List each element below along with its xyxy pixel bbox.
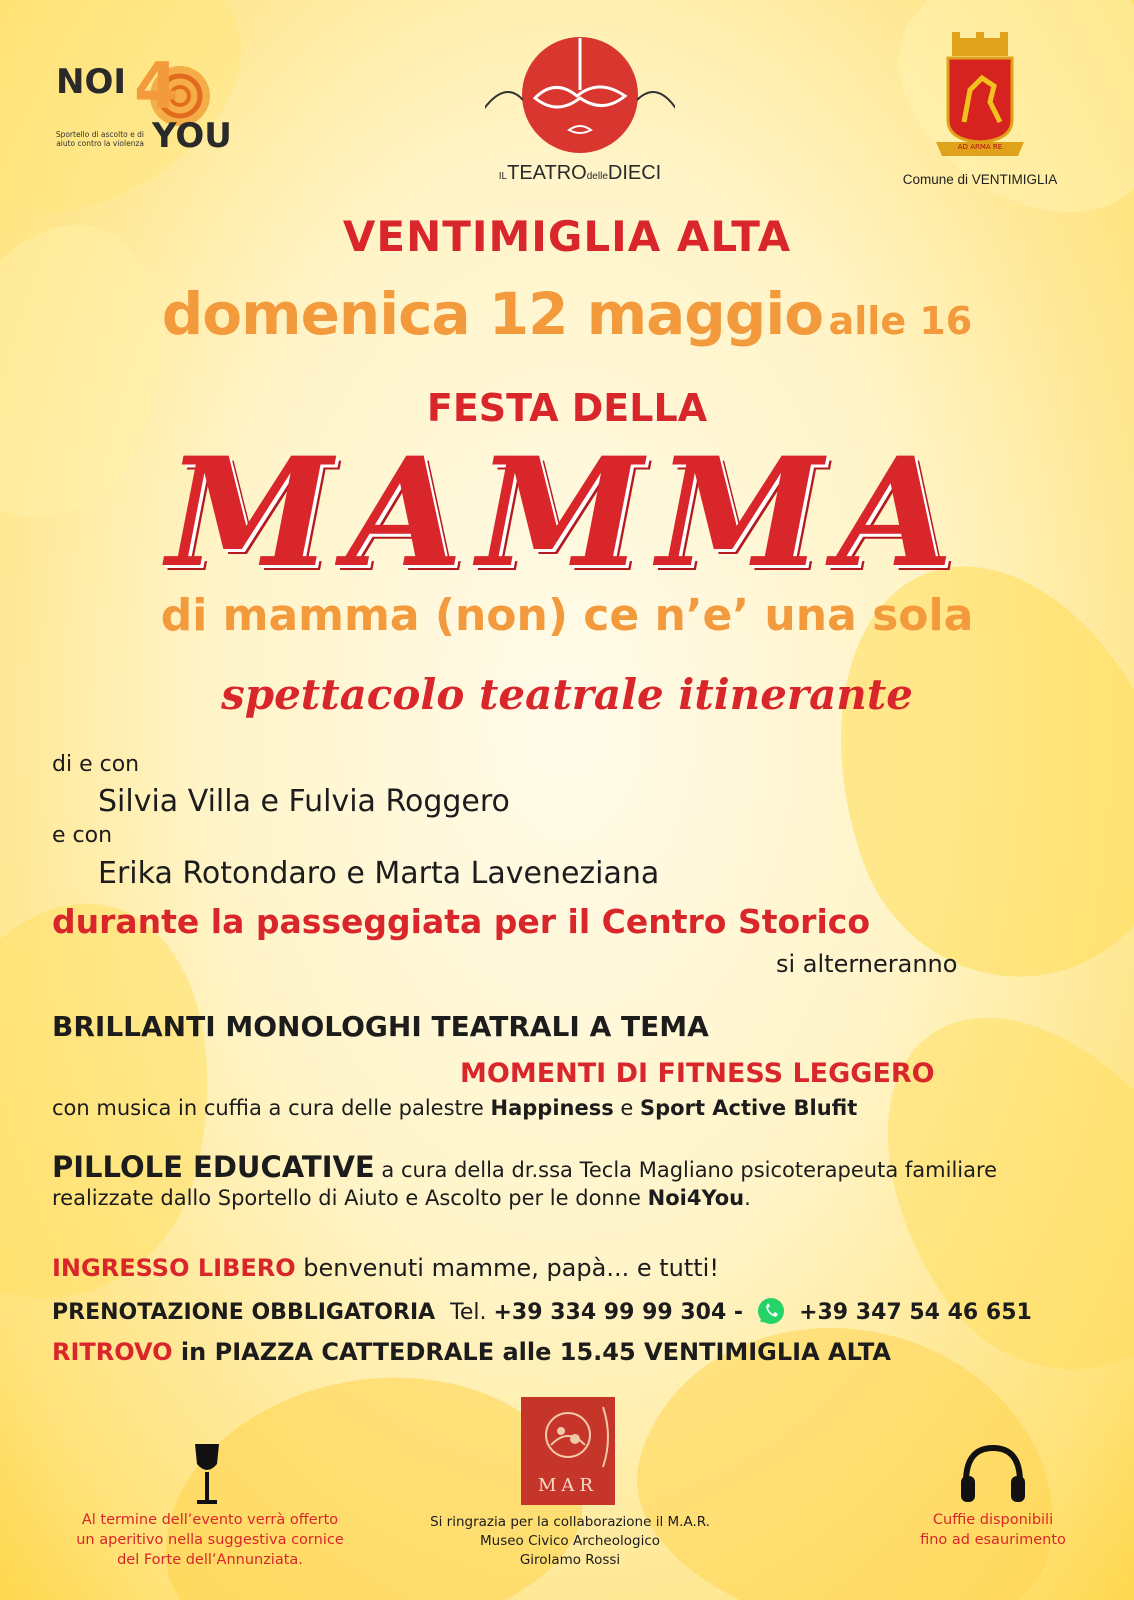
aperitivo-line-1: Al termine dell’evento verrà offerto xyxy=(81,1512,339,1528)
teatro-logo xyxy=(485,30,675,190)
teatro-name-teatro: TEATRO xyxy=(507,162,587,184)
aperitivo-line-2: un aperitivo nella suggestiva cornice xyxy=(76,1532,344,1548)
pillole-desc-2: realizzate dallo Sportello di Aiuto e Ascolto per le donne xyxy=(52,1186,648,1210)
show-type: spettacolo teatrale itinerante xyxy=(221,670,913,719)
fitness-heading: MOMENTI DI FITNESS LEGGERO xyxy=(460,1058,935,1089)
thanks-note xyxy=(380,1513,760,1570)
ritrovo-desc: in PIAZZA CATTEDRALE alle 15.45 VENTIMIGLIA ALTA xyxy=(172,1338,892,1366)
alternate-line: si alterneranno xyxy=(776,950,958,978)
festa-heading: FESTA DELLA xyxy=(426,386,708,430)
comune-label: Comune di VENTIMIGLIA xyxy=(902,172,1058,187)
mar-emblem-icon xyxy=(521,1397,615,1477)
walk-line: durante la passeggiata per il Centro Storico xyxy=(52,902,870,941)
pillole-desc: a cura della dr.ssa Tecla Magliano psicoterapeuta familiare xyxy=(374,1158,998,1182)
aperitivo-line-3: del Forte dell’Annunziata. xyxy=(117,1552,303,1568)
teatro-name-delle: delle xyxy=(586,171,608,182)
monologhi-heading: BRILLANTI MONOLOGHI TEATRALI A TEMA xyxy=(52,1010,709,1043)
whatsapp-icon xyxy=(756,1296,786,1326)
cuffie-line-1: Cuffie disponibili xyxy=(932,1512,1054,1528)
noi4you-logo xyxy=(52,50,232,168)
crest-motto: AD ARMA RE xyxy=(957,143,1003,151)
gym-blufit: Sport Active Blufit xyxy=(640,1096,858,1120)
ritrovo-line xyxy=(52,1338,891,1366)
pillole-heading: PILLOLE EDUCATIVE xyxy=(52,1150,375,1184)
teatro-name-dieci: DIECI xyxy=(607,162,662,184)
phone-1: +39 334 99 99 304 - xyxy=(493,1300,744,1325)
teatro-name xyxy=(465,162,695,185)
cuffie-line-2: fino ad esaurimento xyxy=(920,1532,1066,1548)
fitness-desc-text: con musica in cuffia a cura delle palestre xyxy=(52,1096,491,1120)
noi4you-digit: 4 xyxy=(134,50,179,124)
pillole-line xyxy=(52,1150,997,1184)
mar-label: MAR xyxy=(538,1475,598,1496)
mamma-title: MAMMA xyxy=(166,425,968,601)
ingresso-line xyxy=(52,1254,719,1282)
noi4you-word1: NOI xyxy=(56,62,127,102)
ingresso-desc: benvenuti mamme, papà... e tutti! xyxy=(295,1254,719,1282)
ritrovo-label: RITROVO xyxy=(52,1338,173,1366)
prenotazione-line xyxy=(52,1296,1032,1326)
aperitivo-note xyxy=(40,1510,380,1570)
noi4you-mention: Noi4You xyxy=(647,1186,745,1210)
comune-crest xyxy=(890,30,1070,195)
wine-glass-icon xyxy=(192,1442,222,1508)
thanks-line-1: Si ringrazia per la collaborazione il M.A.R. xyxy=(430,1514,710,1530)
cuffie-note xyxy=(880,1510,1106,1550)
prenotazione-label: PRENOTAZIONE OBBLIGATORIA xyxy=(52,1300,436,1325)
credits-names-2: Erika Rotondaro e Marta Laveneziana xyxy=(98,856,660,891)
headphones-icon xyxy=(958,1442,1028,1504)
gym-happiness: Happiness xyxy=(490,1096,614,1120)
thanks-line-3: Girolamo Rossi xyxy=(519,1552,621,1568)
noi4you-word2: YOU xyxy=(152,116,232,156)
credits-label-1: di e con xyxy=(52,752,140,777)
thanks-line-2: Museo Civico Archeologico xyxy=(479,1533,661,1549)
period: . xyxy=(744,1186,751,1210)
pillole-line-2 xyxy=(52,1186,751,1210)
fitness-and: e xyxy=(613,1096,641,1120)
fitness-desc xyxy=(52,1096,857,1120)
ingresso-label: INGRESSO LIBERO xyxy=(52,1254,296,1282)
subtitle: di mamma (non) ce n’e’ una sola xyxy=(160,590,974,641)
phone-2: +39 347 54 46 651 xyxy=(799,1300,1032,1325)
date-line xyxy=(0,280,1134,348)
credits-label-2: e con xyxy=(52,823,113,848)
location-title: VENTIMIGLIA ALTA xyxy=(342,212,792,261)
tel-label: Tel. xyxy=(450,1300,487,1325)
mar-logo xyxy=(521,1397,615,1505)
theatre-mask-icon xyxy=(485,30,675,160)
event-date: domenica 12 maggio xyxy=(161,280,824,348)
noi4you-tagline: Sportello di ascolto e di aiuto contro la violenza xyxy=(55,130,144,148)
credits-names-1: Silvia Villa e Fulvia Roggero xyxy=(98,784,510,819)
event-time: alle 16 xyxy=(828,299,973,343)
teatro-name-il: IL xyxy=(498,171,508,182)
